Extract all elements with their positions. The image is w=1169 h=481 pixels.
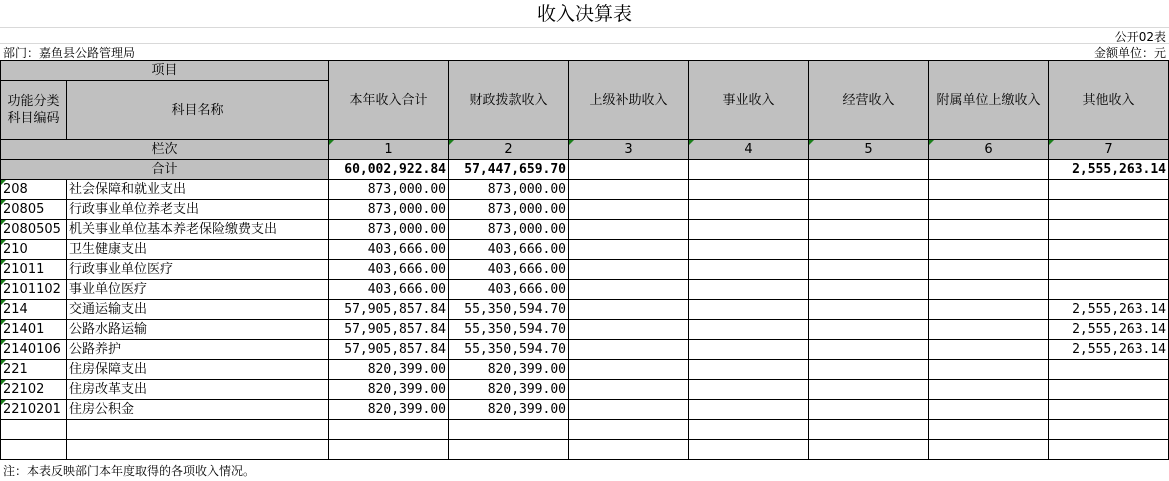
row-code: 2140106 [1,340,67,360]
footnote: 注：本表反映部门本年度取得的各项收入情况。 [3,464,256,478]
row-col6 [929,260,1049,280]
row-col5 [809,180,929,200]
total-label: 合计 [1,160,329,180]
row-col7 [1049,180,1169,200]
header-item: 项目 [1,61,329,81]
row-col7 [1049,360,1169,380]
empty-cell [1,440,67,460]
empty-cell [929,440,1049,460]
row-col6 [929,280,1049,300]
total-row [1,160,1169,180]
row-col3 [569,260,689,280]
row-col1: 403,666.00 [329,280,449,300]
row-code: 21401 [1,320,67,340]
empty-cell [67,440,329,460]
row-col4 [689,280,809,300]
row-col2: 403,666.00 [449,240,569,260]
row-col6 [929,180,1049,200]
row-col6 [929,300,1049,320]
row-col1: 820,399.00 [329,400,449,420]
row-col1: 57,905,857.84 [329,340,449,360]
income-table [0,60,1169,460]
row-col4 [689,240,809,260]
row-col7: 2,555,263.14 [1049,300,1169,320]
header-col6: 附属单位上缴收入 [929,61,1049,140]
row-code: 221 [1,360,67,380]
table-row [1,300,1169,320]
row-subject-name: 事业单位医疗 [67,280,329,300]
table-row [1,260,1169,280]
row-col6 [929,360,1049,380]
empty-cell [449,440,569,460]
header-col2: 财政拨款收入 [449,61,569,140]
header-func-code: 功能分类科目编码 [1,81,67,140]
row-col4 [689,400,809,420]
row-subject-name: 住房保障支出 [67,360,329,380]
row-col6 [929,240,1049,260]
empty-cell [67,420,329,440]
row-subject-name: 住房公积金 [67,400,329,420]
row-col7 [1049,400,1169,420]
department-label: 部门：嘉鱼县公路管理局 [3,46,136,60]
col-number: 7 [1049,140,1169,160]
col-number: 4 [689,140,809,160]
row-code: 2210201 [1,400,67,420]
table-row [1,320,1169,340]
row-col3 [569,180,689,200]
empty-cell [569,420,689,440]
row-col2: 55,350,594.70 [449,320,569,340]
row-code: 21011 [1,260,67,280]
row-col3 [569,200,689,220]
empty-cell [329,440,449,460]
row-col5 [809,200,929,220]
row-col5 [809,320,929,340]
row-col3 [569,380,689,400]
row-col3 [569,320,689,340]
row-subject-name: 社会保障和就业支出 [67,180,329,200]
unit-label: 金额单位：元 [1093,46,1166,60]
empty-cell [929,420,1049,440]
table-row [1,280,1169,300]
row-col4 [689,360,809,380]
row-col4 [689,220,809,240]
row-col5 [809,280,929,300]
row-col7 [1049,240,1169,260]
row-col4 [689,320,809,340]
col-number: 5 [809,140,929,160]
row-subject-name: 住房改革支出 [67,380,329,400]
col-number: 2 [449,140,569,160]
form-number: 公开02表 [1114,30,1166,44]
row-code: 214 [1,300,67,320]
empty-cell [809,420,929,440]
row-col1: 403,666.00 [329,260,449,280]
empty-cell [329,420,449,440]
row-col6 [929,340,1049,360]
row-col2: 873,000.00 [449,180,569,200]
row-col2: 55,350,594.70 [449,340,569,360]
row-col2: 403,666.00 [449,280,569,300]
row-col1: 57,905,857.84 [329,300,449,320]
row-subject-name: 卫生健康支出 [67,240,329,260]
gridline [0,27,1169,28]
row-col7 [1049,200,1169,220]
row-col7 [1049,280,1169,300]
empty-cell [1,420,67,440]
row-col1: 873,000.00 [329,220,449,240]
total-col1: 60,002,922.84 [329,160,449,180]
row-col7 [1049,260,1169,280]
row-col4 [689,300,809,320]
empty-row [1,420,1169,440]
row-col2: 55,350,594.70 [449,300,569,320]
row-col2: 820,399.00 [449,360,569,380]
header-col1: 本年收入合计 [329,61,449,140]
row-subject-name: 行政事业单位医疗 [67,260,329,280]
row-col3 [569,220,689,240]
row-col6 [929,220,1049,240]
empty-cell [809,440,929,460]
row-code: 2080505 [1,220,67,240]
row-col4 [689,380,809,400]
header-col3: 上级补助收入 [569,61,689,140]
row-col1: 873,000.00 [329,200,449,220]
empty-row [1,440,1169,460]
row-col4 [689,180,809,200]
row-col2: 820,399.00 [449,380,569,400]
total-col2: 57,447,659.70 [449,160,569,180]
row-subject-name: 公路水路运输 [67,320,329,340]
row-col6 [929,320,1049,340]
row-col1: 873,000.00 [329,180,449,200]
row-code: 22102 [1,380,67,400]
col-number: 1 [329,140,449,160]
total-col6 [929,160,1049,180]
row-col5 [809,380,929,400]
header-col5: 经营收入 [809,61,929,140]
row-col3 [569,400,689,420]
row-col3 [569,340,689,360]
row-col7: 2,555,263.14 [1049,320,1169,340]
table-row [1,360,1169,380]
empty-cell [569,440,689,460]
row-col5 [809,300,929,320]
row-code: 208 [1,180,67,200]
row-col5 [809,240,929,260]
row-col1: 403,666.00 [329,240,449,260]
row-col2: 403,666.00 [449,260,569,280]
table-row [1,380,1169,400]
row-col3 [569,300,689,320]
row-col6 [929,400,1049,420]
empty-cell [689,440,809,460]
row-col3 [569,280,689,300]
row-col6 [929,200,1049,220]
table-row [1,180,1169,200]
table-row [1,400,1169,420]
table-row [1,340,1169,360]
row-col2: 873,000.00 [449,220,569,240]
row-col7 [1049,220,1169,240]
row-col5 [809,340,929,360]
row-col1: 820,399.00 [329,360,449,380]
table-row [1,240,1169,260]
row-subject-name: 行政事业单位养老支出 [67,200,329,220]
row-col4 [689,340,809,360]
total-col5 [809,160,929,180]
total-col3 [569,160,689,180]
row-col5 [809,220,929,240]
row-col4 [689,260,809,280]
row-col7: 2,555,263.14 [1049,340,1169,360]
empty-cell [1049,440,1169,460]
row-subject-name: 公路养护 [67,340,329,360]
empty-cell [689,420,809,440]
row-col3 [569,240,689,260]
row-col5 [809,260,929,280]
empty-cell [449,420,569,440]
row-col2: 873,000.00 [449,200,569,220]
header-col4: 事业收入 [689,61,809,140]
empty-cell [1049,420,1169,440]
total-col4 [689,160,809,180]
row-code: 210 [1,240,67,260]
header-row-label: 栏次 [1,140,329,160]
header-subject-name: 科目名称 [67,81,329,140]
row-subject-name: 机关事业单位基本养老保险缴费支出 [67,220,329,240]
row-subject-name: 交通运输支出 [67,300,329,320]
row-col2: 820,399.00 [449,400,569,420]
row-col6 [929,380,1049,400]
total-col7: 2,555,263.14 [1049,160,1169,180]
row-col3 [569,360,689,380]
page-title: 收入决算表 [536,3,632,25]
row-code: 20805 [1,200,67,220]
table-row [1,220,1169,240]
row-col5 [809,400,929,420]
row-col4 [689,200,809,220]
row-col7 [1049,380,1169,400]
header-col7: 其他收入 [1049,61,1169,140]
col-number: 6 [929,140,1049,160]
row-col1: 820,399.00 [329,380,449,400]
row-col5 [809,360,929,380]
row-code: 2101102 [1,280,67,300]
table-row [1,200,1169,220]
gridline [0,43,1169,44]
col-number: 3 [569,140,689,160]
row-col1: 57,905,857.84 [329,320,449,340]
